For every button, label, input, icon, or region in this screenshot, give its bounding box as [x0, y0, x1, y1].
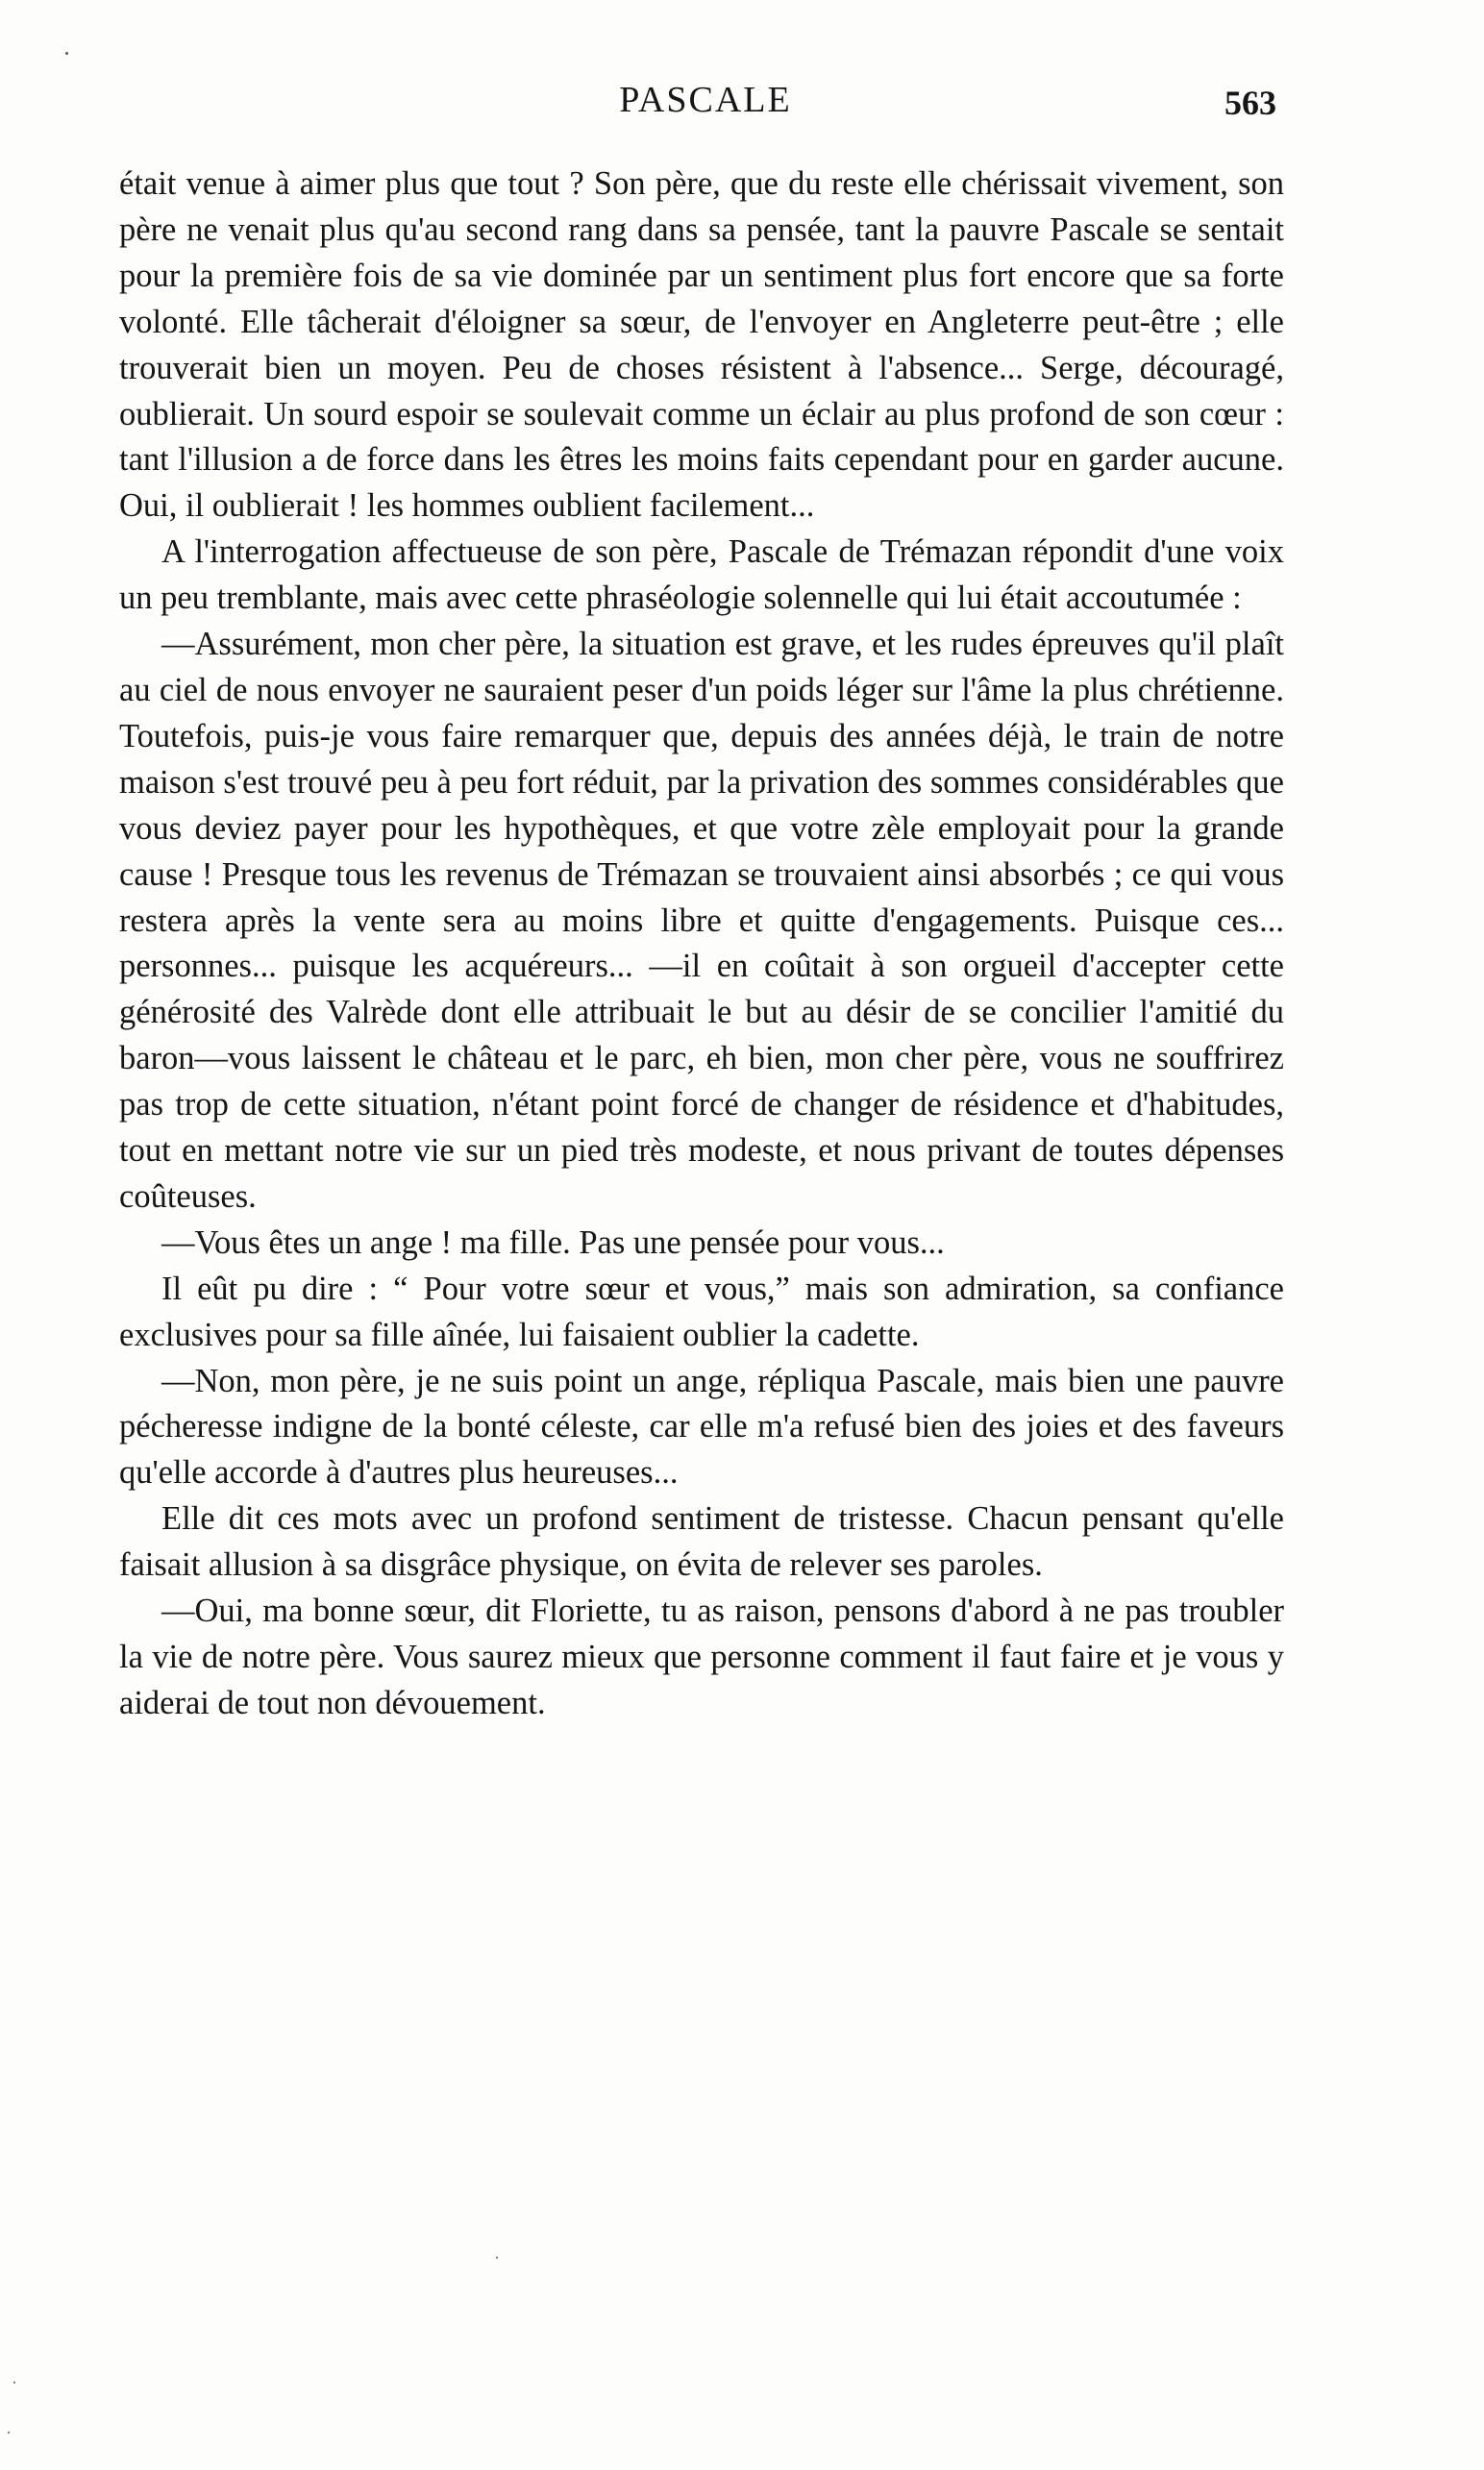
- page-number: 563: [1224, 84, 1276, 122]
- paragraph: Il eût pu dire : “ Pour votre sœur et vous,” mais son admiration, sa confiance exclusives pour sa fille aînée, lui faisaient oublier la cadette.: [119, 1270, 1284, 1353]
- paragraph: —Oui, ma bonne sœur, dit Floriette, tu as raison, pensons d'abord à ne pas troubler la vie de notre père. Vous saurez mieux que personne comment il faut faire et je vous y aiderai de tout non dévouement.: [119, 1593, 1284, 1721]
- paragraph: —Assurément, mon cher père, la situation est grave, et les rudes épreuves qu'il plaît au ciel de nous envoyer ne sauraient peser d'un poids léger sur l'âme la plus chrétienne. Toutefois, puis-je vous faire remarquer que, depuis des années déjà, le train de notre maison s'est trouvé peu à peu fort réduit, par la privation des sommes considérables que vous deviez payer pour les hypothèques, et que votre zèle employait pour la grande cause ! Presque tous les revenus de Trémazan se trouvaient ainsi absorbés ; ce qui vous restera après la vente sera au moins libre et quitte d'engagements. Puisque ces... personnes... puisque les acquéreurs... —il en coûtait à son orgueil d'accepter cette générosité des Valrède dont elle attribuait le but au désir de se concilier l'amitié du baron—vous laissent le château et le parc, eh bien, mon cher père, vous ne souffrirez pas trop de cette situation, n'étant point forcé de changer de résidence et d'habitudes, tout en mettant notre vie sur un pied très modeste, et nous privant de toutes dépenses coûteuses.: [119, 626, 1284, 1215]
- paragraph: A l'interrogation affectueuse de son père, Pascale de Trémazan répondit d'une voix un peu tremblante, mais avec cette phraséologie solennelle qui lui était accoutumée :: [119, 533, 1284, 617]
- ink-speck: [13, 2382, 15, 2384]
- ink-speck: [65, 52, 68, 55]
- body-text: [119, 161, 1284, 1727]
- paragraph: était venue à aimer plus que tout ? Son père, que du reste elle chérissait vivement, son père ne venait plus qu'au second rang dans sa pensée, tant la pauvre Pascale se sentait pour la première fois de sa vie dominée par un sentiment plus fort encore que sa forte volonté. Elle tâcherait d'éloigner sa sœur, de l'envoyer en Angleterre peut-être ; elle trouverait bien un moyen. Peu de choses résistent à l'absence... Serge, découragé, oublierait. Un sourd espoir se soulevait comme un éclair au plus profond de son cœur : tant l'illusion a de force dans les êtres les moins faits cependant pour en garder aucune. Oui, il oublierait ! les hommes oublient facilement...: [119, 165, 1284, 525]
- ink-speck: [496, 2257, 498, 2259]
- paragraph: —Non, mon père, je ne suis point un ange, répliqua Pascale, mais bien une pauvre pécheresse indigne de la bonté céleste, car elle m'a refusé bien des joies et des faveurs qu'elle accorde à d'autres plus heureuses...: [119, 1362, 1284, 1492]
- ink-speck: [8, 2432, 10, 2433]
- running-title: PASCALE: [619, 80, 792, 120]
- paragraph: —Vous êtes un ange ! ma fille. Pas une pensée pour vous...: [161, 1223, 945, 1261]
- running-head: [119, 79, 1292, 127]
- paragraph: Elle dit ces mots avec un profond sentiment de tristesse. Chacun pensant qu'elle faisait allusion à sa disgrâce physique, on évita de relever ses paroles.: [119, 1500, 1284, 1584]
